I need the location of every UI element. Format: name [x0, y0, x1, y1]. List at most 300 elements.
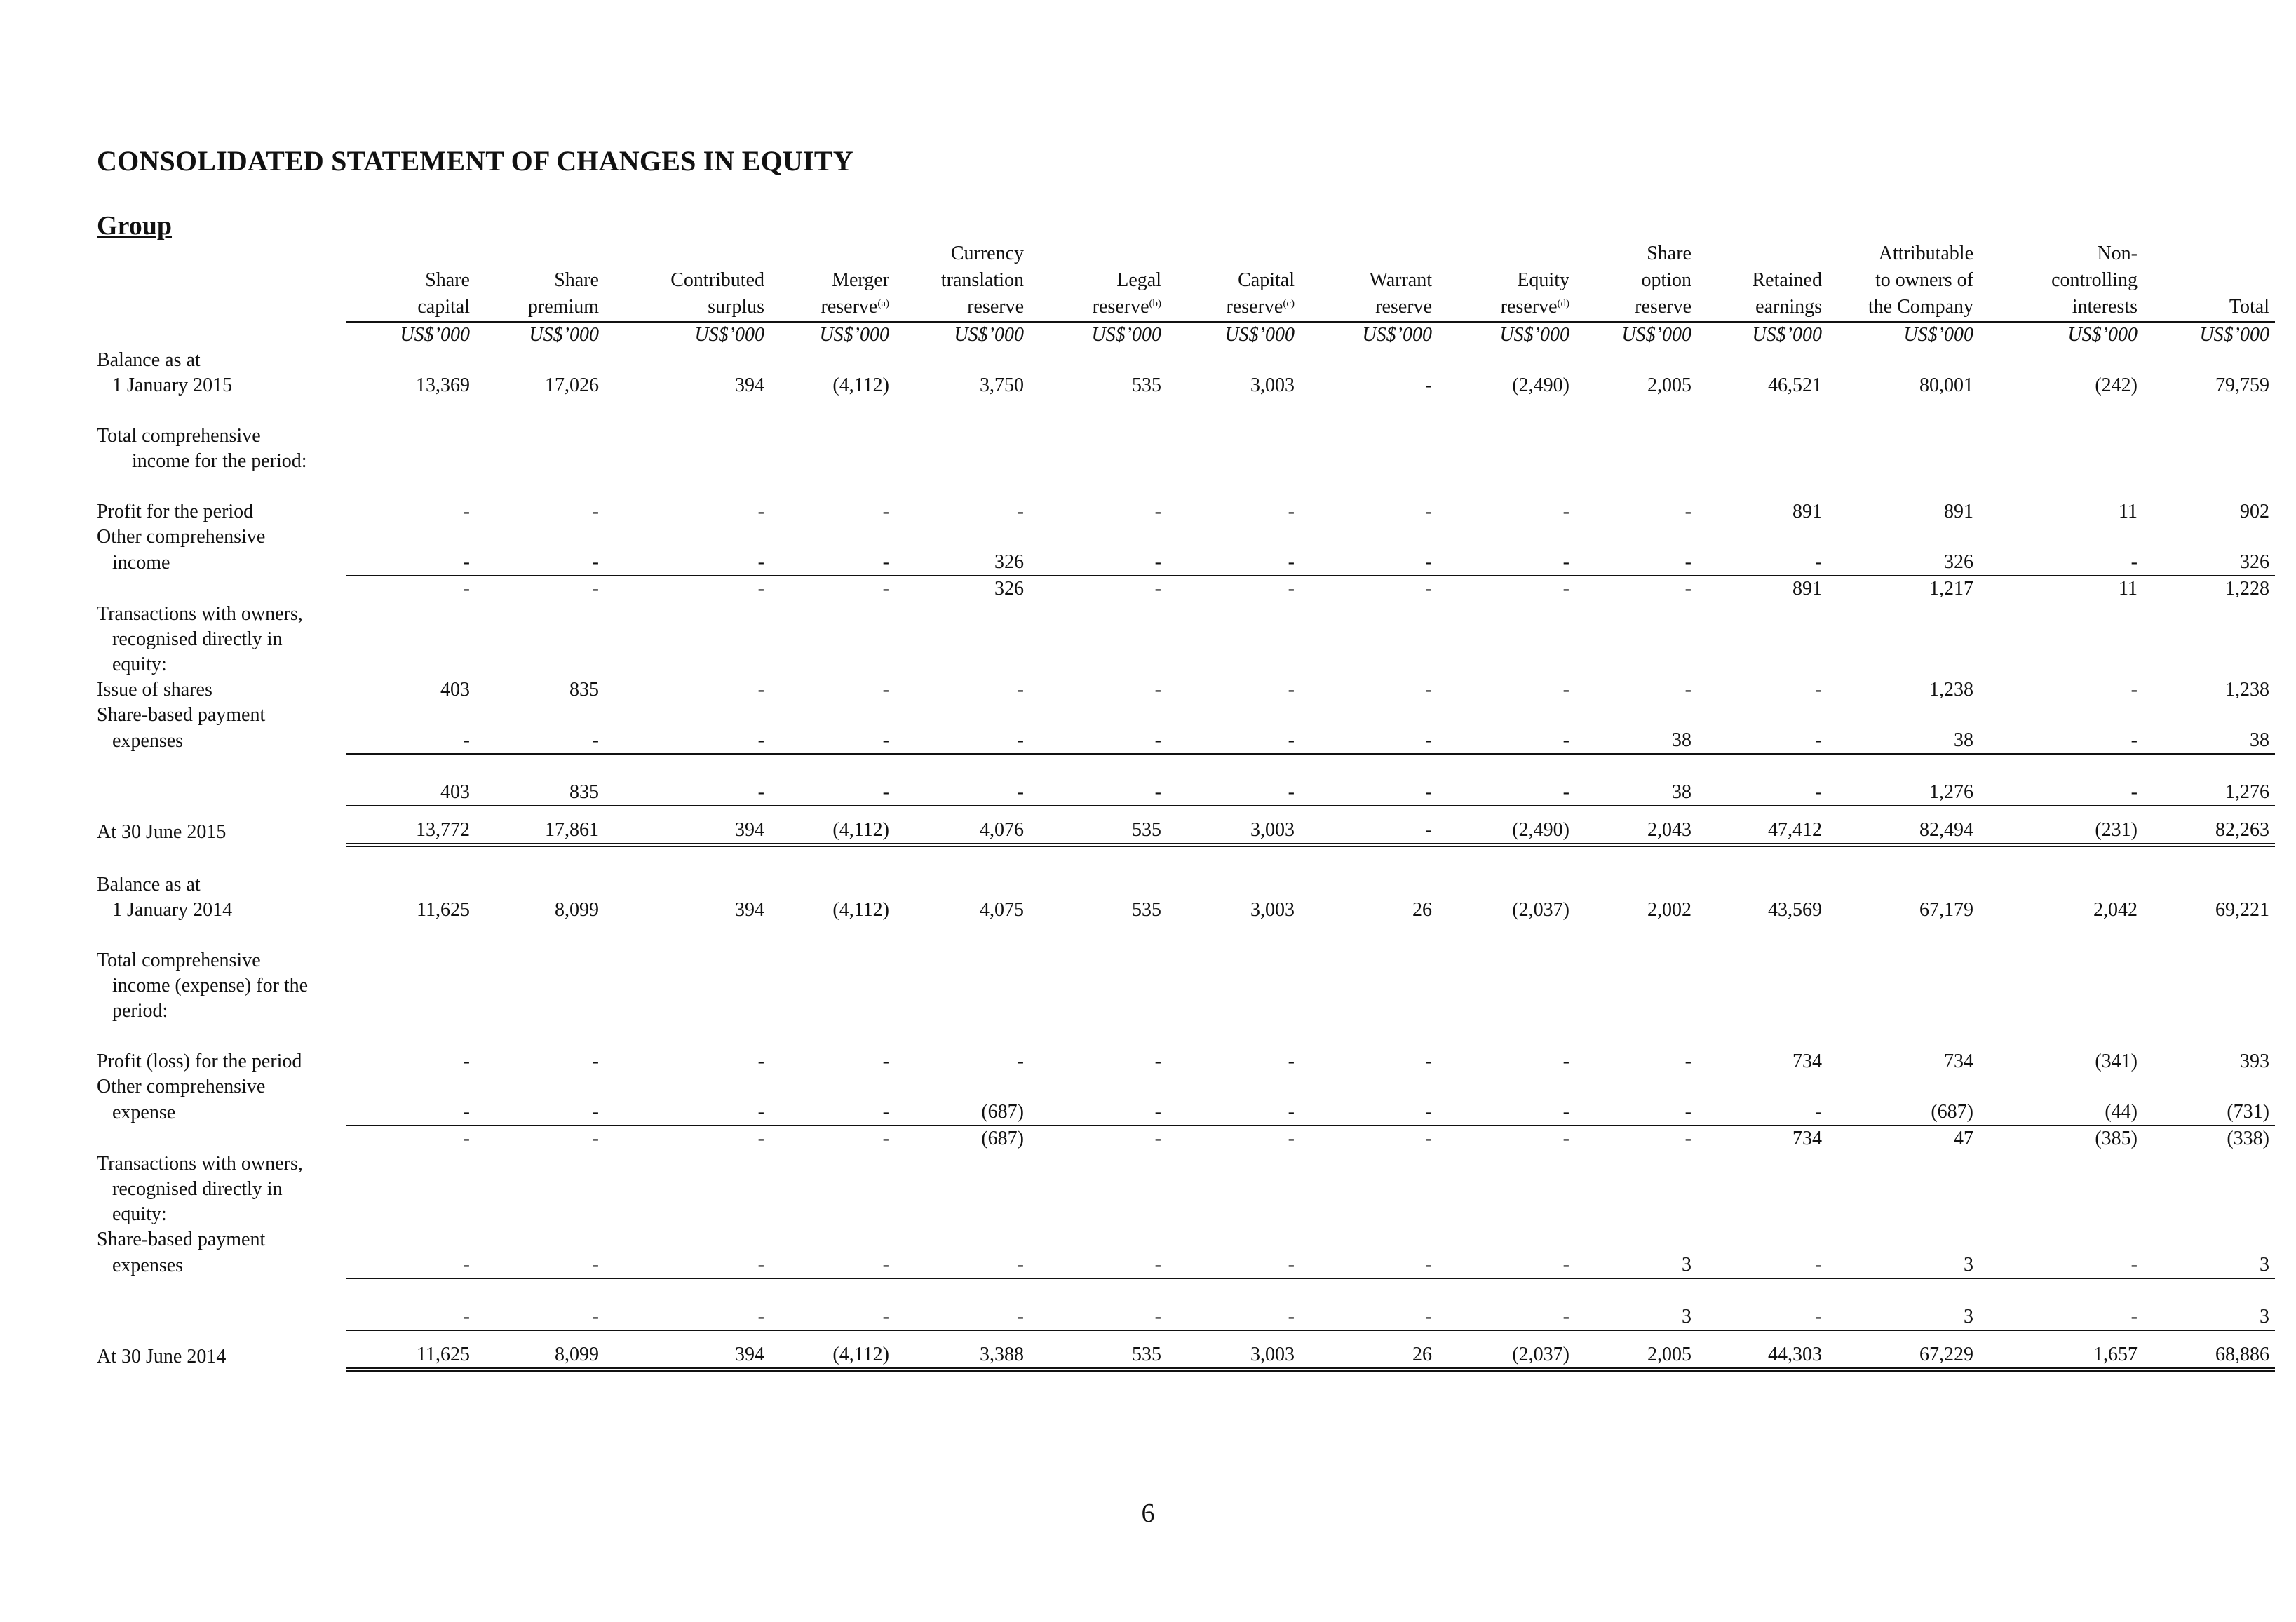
cell-value [475, 525, 605, 550]
cell-value [346, 845, 475, 872]
cell-value: 82,494 [1828, 818, 1979, 845]
cell-value [346, 923, 475, 948]
cell-value: (4,112) [770, 1342, 895, 1370]
cell-value [1167, 999, 1300, 1024]
cell-value [1697, 424, 1828, 449]
cell-value: - [1562, 1306, 1569, 1327]
cell-value [346, 449, 475, 474]
column-header-line3 [770, 295, 895, 322]
row-label: income [112, 552, 170, 574]
table-row [97, 424, 2275, 449]
cell-value: - [605, 1126, 770, 1151]
cell-value: 535 [1132, 899, 1161, 921]
cell-value [1438, 525, 1575, 550]
cell-value [346, 652, 475, 677]
cell-value [895, 1330, 1029, 1342]
cell-value: 38 [1954, 729, 1973, 751]
column-header-text: capital [417, 296, 470, 318]
spacer-row [97, 845, 2275, 872]
cell-value [1575, 1151, 1697, 1177]
cell-value: - [463, 1306, 470, 1327]
cell-value [475, 1227, 605, 1252]
cell-value [1697, 1330, 1828, 1342]
cell-value [1167, 1278, 1300, 1304]
cell-value [1828, 398, 1979, 424]
cell-value: 403 [440, 781, 470, 803]
cell-value [2143, 1177, 2275, 1202]
cell-value: - [592, 1254, 599, 1276]
cell-value [1979, 525, 2143, 550]
row-label: Total comprehensive [97, 425, 261, 447]
cell-value [1828, 948, 1979, 973]
table-row [97, 652, 2275, 677]
cell-value [1438, 1202, 1575, 1227]
cell-value [475, 1278, 605, 1304]
cell-value [1438, 449, 1575, 474]
cell-value: 326 [1944, 551, 1973, 573]
cell-value [346, 973, 475, 999]
spacer-row [97, 398, 2275, 424]
cell-value: - [463, 1101, 470, 1123]
cell-value: 4,076 [895, 818, 1029, 845]
cell-value [770, 627, 895, 652]
cell-value [770, 948, 895, 973]
cell-value [895, 1202, 1029, 1227]
column-header-line3 [895, 295, 1029, 322]
row-label: recognised directly in [112, 628, 283, 650]
cell-value: - [1154, 1254, 1161, 1276]
cell-value: - [1562, 729, 1569, 751]
cell-value: - [757, 729, 764, 751]
row-label: Other comprehensive [97, 526, 266, 548]
cell-value [1697, 627, 1828, 652]
cell-value [1979, 806, 2143, 818]
cell-value: 38 [1672, 781, 1691, 803]
table-row [97, 728, 2275, 754]
cell-value: (4,112) [770, 818, 895, 845]
cell-value: - [1684, 1101, 1691, 1123]
cell-value [2143, 1151, 2275, 1177]
cell-value: 3 [1682, 1254, 1691, 1276]
cell-value [475, 1177, 605, 1202]
unit-label: US$’000 [1029, 322, 1167, 348]
cell-value [1300, 1024, 1438, 1049]
row-label: expenses [112, 1255, 184, 1276]
cell-value [475, 449, 605, 474]
cell-value [475, 1202, 605, 1227]
cell-value [605, 652, 770, 677]
cell-value [770, 999, 895, 1024]
row-label: Balance as at [97, 874, 201, 896]
cell-value: - [605, 576, 770, 602]
cell-value [1300, 754, 1438, 780]
cell-value [1300, 1202, 1438, 1227]
cell-value [1828, 703, 1979, 728]
row-label [97, 398, 346, 424]
column-header-line3 [1300, 295, 1438, 322]
cell-value [1300, 424, 1438, 449]
section-title-group: Group [97, 211, 173, 241]
cell-value [1697, 973, 1828, 999]
cell-value [346, 627, 475, 652]
cell-value: 2,043 [1575, 818, 1697, 845]
row-label: Share-based payment [97, 704, 266, 726]
cell-value [1167, 348, 1300, 373]
cell-value [1300, 948, 1438, 973]
cell-value: (231) [1979, 818, 2143, 845]
cell-value [1697, 1202, 1828, 1227]
unit-label: US$’000 [475, 322, 605, 348]
cell-value [605, 1024, 770, 1049]
cell-value [1697, 999, 1828, 1024]
cell-value [2143, 525, 2275, 550]
cell-value [895, 948, 1029, 973]
cell-value: - [1017, 1254, 1024, 1276]
cell-value [605, 627, 770, 652]
cell-value: 734 [1944, 1050, 1973, 1072]
cell-value [1029, 1227, 1167, 1252]
cell-value [1029, 348, 1167, 373]
cell-value [346, 806, 475, 818]
cell-value [605, 398, 770, 424]
cell-value [2143, 602, 2275, 627]
row-label [97, 1304, 346, 1330]
cell-value [1438, 1330, 1575, 1342]
unit-label: US$’000 [1828, 322, 1979, 348]
cell-value: - [1154, 1306, 1161, 1327]
cell-value [1979, 1227, 2143, 1252]
cell-value: - [1017, 729, 1024, 751]
cell-value [605, 754, 770, 780]
cell-value [346, 602, 475, 627]
cell-value [2143, 973, 2275, 999]
cell-value [2143, 948, 2275, 973]
cell-value [1697, 1227, 1828, 1252]
cell-value [1300, 845, 1438, 872]
cell-value: 3 [1682, 1306, 1691, 1327]
cell-value [1828, 1278, 1979, 1304]
cell-value [1167, 1202, 1300, 1227]
cell-value [1979, 1024, 2143, 1049]
cell-value: 535 [1029, 818, 1167, 845]
table-row [97, 1177, 2275, 1202]
cell-value: - [757, 1050, 764, 1072]
cell-value [1828, 449, 1979, 474]
cell-value [770, 1024, 895, 1049]
column-header-line1 [475, 241, 605, 268]
column-header-line2: controlling [2051, 269, 2138, 291]
cell-value [895, 627, 1029, 652]
cell-value [1575, 602, 1697, 627]
cell-value [1300, 1227, 1438, 1252]
cell-value: (385) [1979, 1126, 2143, 1151]
cell-value: 3,388 [895, 1342, 1029, 1370]
cell-value: 734 [1697, 1126, 1828, 1151]
footnote-reference: (a) [877, 298, 889, 309]
cell-value [475, 999, 605, 1024]
cell-value: 13,772 [346, 818, 475, 845]
cell-value [895, 806, 1029, 818]
cell-value [475, 1151, 605, 1177]
cell-value [1029, 703, 1167, 728]
row-label: Transactions with owners, [97, 1153, 303, 1175]
cell-value [1697, 845, 1828, 872]
cell-value [1697, 872, 1828, 898]
column-header-line3 [1167, 295, 1300, 322]
table-row [97, 1074, 2275, 1100]
row-label [97, 1278, 346, 1304]
cell-value [1828, 923, 1979, 948]
cell-value [346, 1278, 475, 1304]
table-row [97, 576, 2275, 602]
table-row [97, 1202, 2275, 1227]
cell-value: - [1288, 1306, 1295, 1327]
cell-value: 1,238 [1929, 679, 1973, 701]
cell-value [770, 1074, 895, 1100]
column-header-line1: Non- [2097, 243, 2138, 264]
cell-value [346, 1024, 475, 1049]
cell-value [895, 703, 1029, 728]
column-header-line2: Legal [1116, 269, 1161, 291]
cell-value: - [1438, 1126, 1575, 1151]
cell-value: (731) [2227, 1101, 2269, 1123]
table-row [97, 898, 2275, 923]
cell-value [895, 652, 1029, 677]
cell-value: (2,037) [1438, 1342, 1575, 1370]
cell-value: - [1562, 1050, 1569, 1072]
table-row [97, 703, 2275, 728]
cell-value [605, 1227, 770, 1252]
cell-value [1828, 1151, 1979, 1177]
cell-value [1029, 652, 1167, 677]
column-header-text: surplus [708, 296, 764, 318]
cell-value [2143, 1278, 2275, 1304]
cell-value [605, 1177, 770, 1202]
cell-value [1575, 845, 1697, 872]
cell-value [605, 703, 770, 728]
cell-value [1828, 1202, 1979, 1227]
column-header-line3 [1828, 295, 1979, 322]
cell-value [605, 348, 770, 373]
footnote-reference: (d) [1557, 298, 1569, 309]
cell-value [1697, 398, 1828, 424]
cell-value [1300, 348, 1438, 373]
table-row [97, 1252, 2275, 1278]
header-row-1 [97, 241, 2275, 268]
cell-value [1300, 449, 1438, 474]
cell-value [1828, 1074, 1979, 1100]
cell-value: - [346, 1126, 475, 1151]
cell-value: - [882, 679, 889, 701]
cell-value: - [757, 1101, 764, 1123]
column-header-line2: Warrant [1369, 269, 1432, 291]
cell-value [1438, 1024, 1575, 1049]
cell-value [1575, 923, 1697, 948]
equity-table [97, 241, 2275, 1372]
column-header-text: reserve [821, 296, 878, 318]
cell-value [895, 1151, 1029, 1177]
cell-value [2143, 398, 2275, 424]
cell-value [1167, 923, 1300, 948]
cell-value [346, 474, 475, 499]
cell-value: - [2130, 1306, 2138, 1327]
column-header-line1 [1438, 241, 1575, 268]
cell-value [1438, 424, 1575, 449]
cell-value: - [882, 1306, 889, 1327]
cell-value [1029, 1330, 1167, 1342]
cell-value: 1,276 [1929, 781, 1973, 803]
cell-value [1979, 398, 2143, 424]
table-row [97, 948, 2275, 973]
row-label [97, 754, 346, 780]
cell-value [1828, 1330, 1979, 1342]
cell-value [895, 973, 1029, 999]
cell-value: - [1684, 1050, 1691, 1072]
row-label: Total comprehensive [97, 949, 261, 971]
spacer-row [97, 923, 2275, 948]
cell-value: 11,625 [346, 1342, 475, 1370]
column-header-line1 [770, 241, 895, 268]
cell-value [1979, 703, 2143, 728]
cell-value: - [1425, 1254, 1432, 1276]
column-header-line2: Share [425, 269, 470, 291]
cell-value [1697, 1074, 1828, 1100]
cell-value: 326 [2240, 551, 2269, 573]
cell-value [1979, 948, 2143, 973]
cell-value: - [1288, 781, 1295, 803]
cell-value [346, 398, 475, 424]
cell-value: 835 [569, 679, 599, 701]
cell-value: - [1425, 374, 1432, 396]
row-label: equity: [112, 1203, 167, 1225]
row-label: recognised directly in [112, 1178, 283, 1200]
cell-value: - [1300, 1126, 1438, 1151]
table-row [97, 1227, 2275, 1252]
cell-value [475, 602, 605, 627]
cell-value: 17,861 [475, 818, 605, 845]
cell-value [1979, 999, 2143, 1024]
cell-value: 69,221 [2215, 899, 2269, 921]
table-row [97, 449, 2275, 474]
cell-value [770, 602, 895, 627]
cell-value: (338) [2143, 1126, 2275, 1151]
cell-value [1979, 872, 2143, 898]
unit-label: US$’000 [895, 322, 1029, 348]
cell-value: (2,490) [1512, 374, 1569, 396]
table-row [97, 818, 2275, 845]
cell-value [475, 872, 605, 898]
cell-value [1029, 398, 1167, 424]
cell-value: 2,005 [1647, 374, 1691, 396]
table-row [97, 373, 2275, 398]
cell-value [1979, 845, 2143, 872]
cell-value: 394 [735, 374, 764, 396]
cell-value [1300, 1278, 1438, 1304]
cell-value [1979, 424, 2143, 449]
cell-value [605, 999, 770, 1024]
column-header-text: interests [2072, 296, 2138, 318]
column-header-line3 [346, 295, 475, 322]
column-header-text: reserve [1500, 296, 1558, 318]
table-row [97, 550, 2275, 576]
cell-value [1438, 999, 1575, 1024]
cell-value [1575, 973, 1697, 999]
cell-value [1575, 449, 1697, 474]
cell-value [2143, 424, 2275, 449]
cell-value [2143, 1227, 2275, 1252]
cell-value [475, 474, 605, 499]
cell-value [1029, 999, 1167, 1024]
cell-value: 891 [1944, 501, 1973, 522]
cell-value: - [1562, 501, 1569, 522]
cell-value [475, 973, 605, 999]
cell-value [2143, 1330, 2275, 1342]
column-header-line1 [605, 241, 770, 268]
column-header-line2: Capital [1238, 269, 1295, 291]
cell-value [1167, 474, 1300, 499]
cell-value [895, 923, 1029, 948]
cell-value [2143, 627, 2275, 652]
spacer-row [97, 806, 2275, 818]
cell-value [605, 845, 770, 872]
cell-value: - [1684, 501, 1691, 522]
cell-value [475, 1330, 605, 1342]
cell-value [1438, 845, 1575, 872]
cell-value: 3,003 [1167, 818, 1300, 845]
cell-value [1438, 1177, 1575, 1202]
column-header-line3 [475, 295, 605, 322]
cell-value: 3,750 [980, 374, 1024, 396]
cell-value [1697, 1024, 1828, 1049]
cell-value: - [757, 679, 764, 701]
cell-value [1697, 1177, 1828, 1202]
cell-value: 44,303 [1697, 1342, 1828, 1370]
cell-value [1575, 398, 1697, 424]
cell-value [1029, 872, 1167, 898]
cell-value [1828, 652, 1979, 677]
cell-value: - [592, 501, 599, 522]
cell-value [1575, 999, 1697, 1024]
column-header-line2 [2143, 268, 2275, 295]
column-header-line2: Merger [832, 269, 889, 291]
row-label: Share-based payment [97, 1229, 266, 1250]
row-label: Profit for the period [97, 501, 254, 522]
cell-value [605, 1074, 770, 1100]
cell-value [605, 474, 770, 499]
cell-value [1697, 1151, 1828, 1177]
cell-value: - [882, 501, 889, 522]
cell-value: - [1288, 729, 1295, 751]
cell-value [1029, 1177, 1167, 1202]
cell-value [1300, 627, 1438, 652]
cell-value [770, 1227, 895, 1252]
cell-value [1438, 1074, 1575, 1100]
cell-value: - [1154, 1101, 1161, 1123]
cell-value: - [1154, 729, 1161, 751]
cell-value: - [1815, 551, 1822, 573]
cell-value [895, 449, 1029, 474]
cell-value: 8,099 [555, 899, 599, 921]
cell-value: - [1154, 501, 1161, 522]
cell-value: - [1562, 679, 1569, 701]
spacer-row [97, 1278, 2275, 1304]
cell-value [1575, 525, 1697, 550]
cell-value [1029, 948, 1167, 973]
row-label: At 30 June 2014 [97, 1346, 227, 1367]
cell-value: - [1154, 679, 1161, 701]
cell-value: - [2130, 781, 2138, 803]
cell-value: - [475, 1126, 605, 1151]
